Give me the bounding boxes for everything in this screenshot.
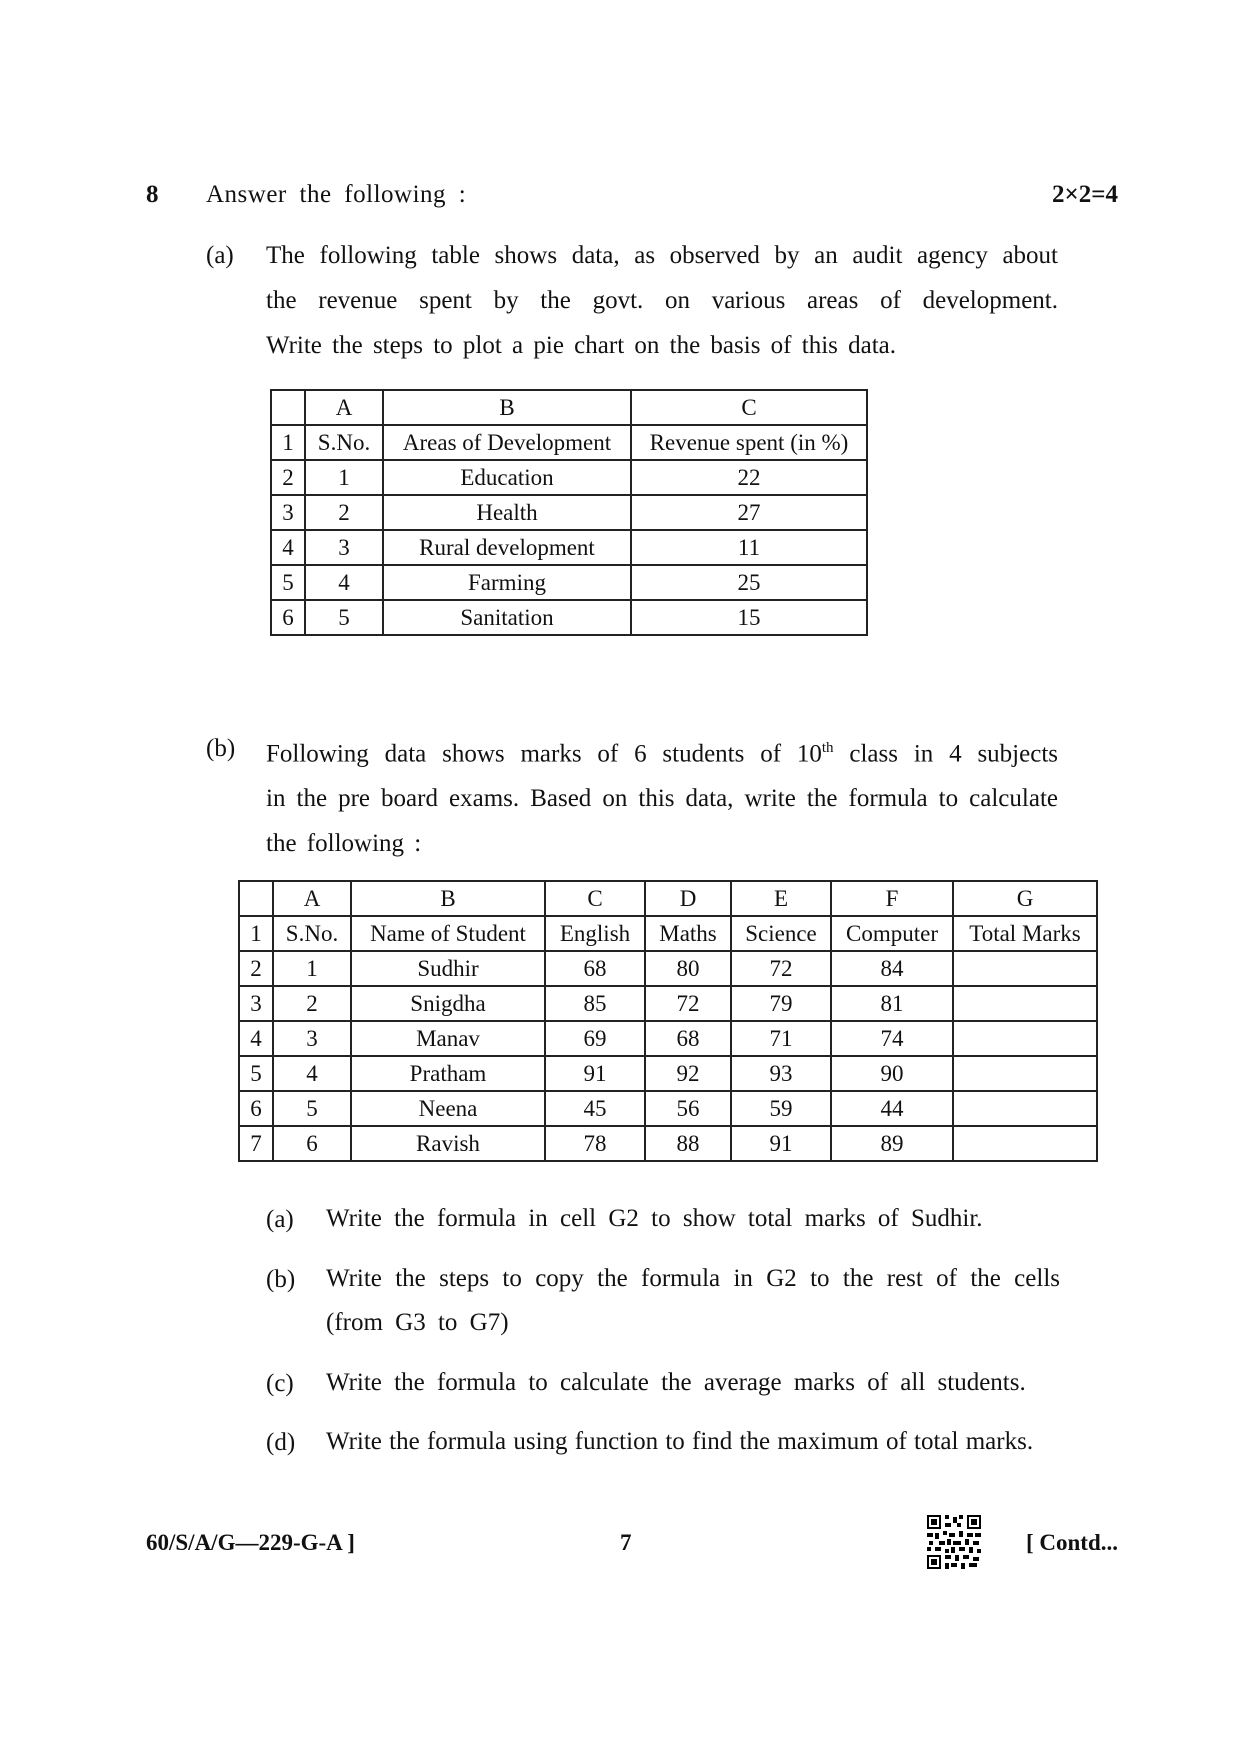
- table-cell: 74: [831, 1021, 953, 1056]
- subpart-a-label: (a): [266, 1206, 294, 1233]
- subpart-a-text: Write the formula in cell G2 to show total marks of Sudhir.: [326, 1205, 983, 1232]
- table-cell: 5: [273, 1091, 351, 1126]
- subpart-d-text: Write the formula using function to find the maximum of total marks.: [326, 1428, 1034, 1455]
- table-cell: D: [645, 881, 731, 916]
- part-b-line-1-rest: class in 4 subjects: [833, 740, 1058, 768]
- superscript-th: th: [821, 740, 834, 756]
- subpart-c-label: (c): [266, 1370, 294, 1397]
- table-cell: Sanitation: [383, 600, 631, 635]
- table-cell: 6: [271, 600, 305, 635]
- table-cell: 56: [645, 1091, 731, 1126]
- table-cell: 2: [273, 986, 351, 1021]
- part-a-line-1: The following table shows data, as observed by an audit agency about: [266, 242, 1058, 269]
- table-cell: Farming: [383, 565, 631, 600]
- table-cell: B: [383, 390, 631, 425]
- contd-label: [ Contd...: [1025, 1530, 1118, 1555]
- table-row: [239, 916, 1097, 951]
- table-cell: Neena: [351, 1091, 545, 1126]
- table-cell: 90: [831, 1056, 953, 1091]
- paper-code: 60/S/A/G—229-G-A ]: [146, 1530, 355, 1555]
- table-cell: A: [273, 881, 351, 916]
- table-cell: [271, 390, 305, 425]
- table-cell: 45: [545, 1091, 645, 1126]
- table-cell: 72: [731, 951, 831, 986]
- table-row: [271, 460, 867, 495]
- part-a-line-3: Write the steps to plot a pie chart on the basis of this data.: [266, 332, 897, 359]
- subpart-d-label: (d): [266, 1429, 296, 1456]
- table-row: [239, 1126, 1097, 1161]
- table-cell: 1: [239, 916, 273, 951]
- table-cell: 3: [305, 530, 383, 565]
- table-cell: Pratham: [351, 1056, 545, 1091]
- table-cell: [953, 951, 1097, 986]
- table-cell: 81: [831, 986, 953, 1021]
- subpart-c-text: Write the formula to calculate the average marks of all students.: [326, 1369, 1026, 1396]
- table-cell: 4: [273, 1056, 351, 1091]
- table-cell: S.No.: [305, 425, 383, 460]
- table-cell: 89: [831, 1126, 953, 1161]
- table-cell: 71: [731, 1021, 831, 1056]
- subpart-b-label: (b): [266, 1266, 296, 1293]
- table-cell: 4: [271, 530, 305, 565]
- table-cell: 15: [631, 600, 867, 635]
- table-cell: S.No.: [273, 916, 351, 951]
- table-cell: Sudhir: [351, 951, 545, 986]
- table-cell: 4: [305, 565, 383, 600]
- question-text: Answer the following :: [206, 181, 467, 208]
- table-row: [271, 425, 867, 460]
- table-cell: F: [831, 881, 953, 916]
- table-cell: 1: [271, 425, 305, 460]
- table-cell: Science: [731, 916, 831, 951]
- table-row: [271, 530, 867, 565]
- table-cell: 44: [831, 1091, 953, 1126]
- table-cell: Computer: [831, 916, 953, 951]
- part-a-line-2: the revenue spent by the govt. on various areas of development.: [266, 287, 1058, 314]
- table-cell: Revenue spent (in %): [631, 425, 867, 460]
- table-cell: A: [305, 390, 383, 425]
- table-row: [271, 495, 867, 530]
- table-cell: 7: [239, 1126, 273, 1161]
- table-row: [239, 1021, 1097, 1056]
- table-cell: 93: [731, 1056, 831, 1091]
- table-cell: 88: [645, 1126, 731, 1161]
- table-cell: Education: [383, 460, 631, 495]
- table-cell: 59: [731, 1091, 831, 1126]
- table-cell: [953, 1091, 1097, 1126]
- part-b-line-2: in the pre board exams. Based on this data, write the formula to calculate: [266, 785, 1058, 813]
- table-cell: G: [953, 881, 1097, 916]
- table-cell: 72: [645, 986, 731, 1021]
- table-cell: Areas of Development: [383, 425, 631, 460]
- subpart-b-text-2: (from G3 to G7): [326, 1309, 509, 1336]
- table-cell: [953, 1021, 1097, 1056]
- table-row: [239, 1056, 1097, 1091]
- table-cell: C: [631, 390, 867, 425]
- table-cell: 68: [545, 951, 645, 986]
- part-b-line-3: the following :: [266, 830, 422, 858]
- table-cell: 3: [271, 495, 305, 530]
- table-cell: B: [351, 881, 545, 916]
- table-row: [239, 986, 1097, 1021]
- table-cell: 92: [645, 1056, 731, 1091]
- table-cell: [953, 1126, 1097, 1161]
- table-cell: [239, 881, 273, 916]
- table-cell: 79: [731, 986, 831, 1021]
- part-b-line-1-text: Following data shows marks of 6 students of 10: [266, 740, 822, 768]
- table-header-row: [239, 881, 1097, 916]
- table-cell: 5: [305, 600, 383, 635]
- revenue-table: [270, 389, 868, 636]
- table-cell: Health: [383, 495, 631, 530]
- table-cell: Manav: [351, 1021, 545, 1056]
- table-cell: 69: [545, 1021, 645, 1056]
- part-a-paragraph: [266, 233, 1058, 368]
- table-cell: 22: [631, 460, 867, 495]
- table-cell: 4: [239, 1021, 273, 1056]
- table-cell: E: [731, 881, 831, 916]
- table-cell: 25: [631, 565, 867, 600]
- table-cell: 6: [273, 1126, 351, 1161]
- table-cell: Snigdha: [351, 986, 545, 1021]
- part-b-label: (b): [206, 735, 236, 762]
- table-cell: [953, 1056, 1097, 1091]
- table-cell: 80: [645, 951, 731, 986]
- table-cell: 6: [239, 1091, 273, 1126]
- table-cell: 3: [273, 1021, 351, 1056]
- table-header-row: [271, 390, 867, 425]
- table-row: [239, 951, 1097, 986]
- table-cell: 1: [273, 951, 351, 986]
- table-cell: Rural development: [383, 530, 631, 565]
- question-number: 8: [146, 181, 159, 208]
- table-cell: Total Marks: [953, 916, 1097, 951]
- table-cell: 91: [731, 1126, 831, 1161]
- table-cell: C: [545, 881, 645, 916]
- marks-table: [238, 880, 1098, 1162]
- table-row: [271, 600, 867, 635]
- table-cell: 3: [239, 986, 273, 1021]
- table-cell: 2: [239, 951, 273, 986]
- table-cell: 27: [631, 495, 867, 530]
- table-cell: [953, 986, 1097, 1021]
- table-cell: 1: [305, 460, 383, 495]
- table-row: [271, 565, 867, 600]
- table-cell: 5: [271, 565, 305, 600]
- table-cell: 91: [545, 1056, 645, 1091]
- part-a-label: (a): [206, 242, 234, 269]
- table-row: [239, 1091, 1097, 1126]
- table-cell: 2: [305, 495, 383, 530]
- question-marks: 2×2=4: [1052, 181, 1118, 208]
- qr-code-icon: [927, 1515, 981, 1569]
- table-cell: Maths: [645, 916, 731, 951]
- part-b-line-1: [266, 726, 1058, 776]
- table-cell: 68: [645, 1021, 731, 1056]
- table-cell: Ravish: [351, 1126, 545, 1161]
- part-b-paragraph: [266, 726, 1058, 866]
- table-cell: 2: [271, 460, 305, 495]
- table-cell: Name of Student: [351, 916, 545, 951]
- table-cell: 78: [545, 1126, 645, 1161]
- table-cell: 5: [239, 1056, 273, 1091]
- page-number: 7: [620, 1530, 632, 1555]
- table-cell: 85: [545, 986, 645, 1021]
- table-cell: 84: [831, 951, 953, 986]
- table-cell: 11: [631, 530, 867, 565]
- table-cell: English: [545, 916, 645, 951]
- subpart-b-text: Write the steps to copy the formula in G2 to the rest of the cells: [326, 1265, 1060, 1292]
